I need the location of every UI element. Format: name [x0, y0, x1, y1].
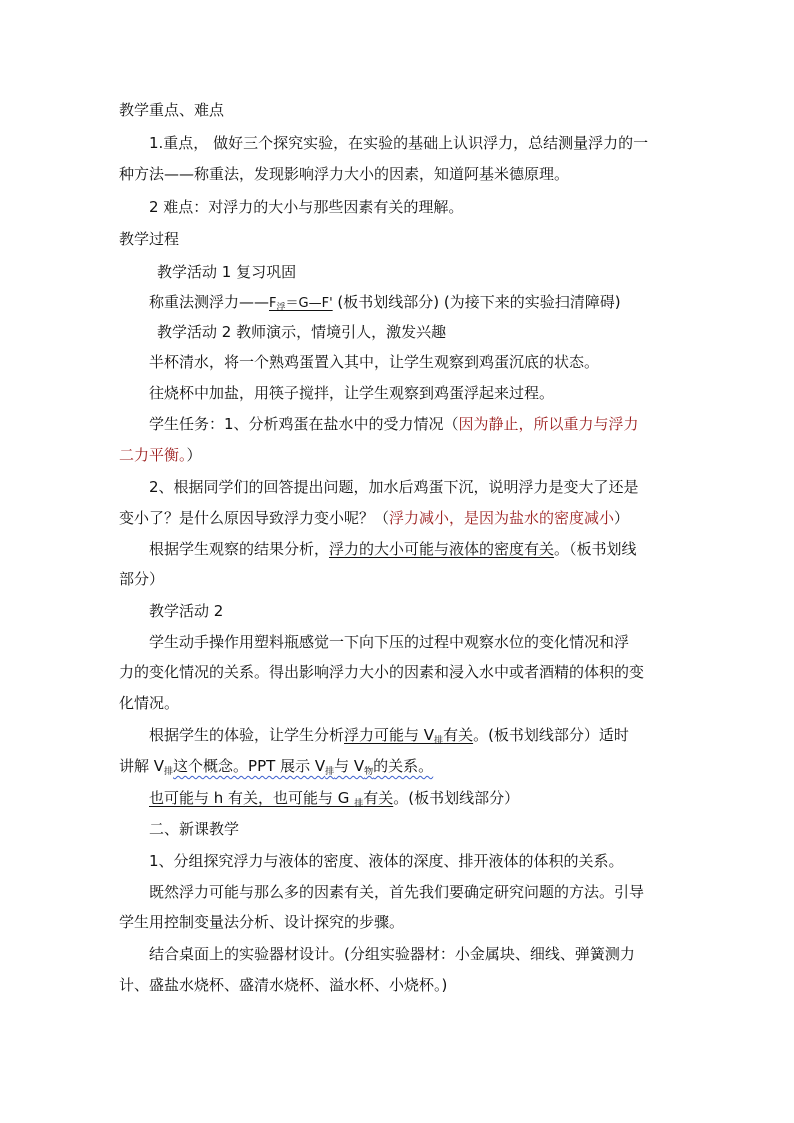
explain-line [119, 756, 433, 782]
student-task-answer-1: 因为静止，所以重力与浮力 [458, 415, 639, 433]
student-task-line-1 [149, 414, 639, 434]
explain-subscript-2: 排 [325, 767, 335, 777]
equipment-line-1: 结合桌面上的实验器材设计。(分组实验器材：小金属块、细线、弹簧测力 [149, 945, 635, 963]
student-task-answer-2: 二力平衡。 [119, 446, 187, 464]
explain-subscript-3: 物 [364, 767, 374, 777]
section-heading-process: 教学过程 [119, 230, 180, 248]
explain-middle-2: 与 V [334, 757, 365, 775]
equipment-line-2: 计、盛盐水烧杯、盛清水烧杯、溢水杯、小烧杯。) [119, 976, 448, 994]
question-2-close: ） [614, 509, 630, 527]
experience-prefix: 根据学生的体验，让学生分析 [149, 726, 345, 744]
weigh-method-paragraph [149, 292, 621, 318]
method-line-1: 既然浮力可能与那么多的因素有关，首先我们要确定研究问题的方法。引导 [149, 883, 645, 901]
analysis-underlined: 浮力的大小可能与液体的密度有关 [329, 540, 555, 558]
section-heading-new-lesson: 二、新课教学 [149, 820, 240, 838]
section-heading-key-points: 教学重点、难点 [119, 101, 225, 119]
key-point-1-line-1: 1.重点， 做好三个探究实验，在实验的基础上认识浮力，总结测量浮力的一 [149, 134, 649, 152]
experience-underlined-text: 浮力可能与 V [344, 726, 435, 744]
weigh-method-suffix: (板书划线部分) (为接下来的实验扫清障碍) [332, 293, 621, 311]
formula-F: F [269, 296, 277, 311]
explain-wavy [173, 757, 433, 775]
analysis-suffix: 。（板书划线 [554, 540, 637, 558]
buoyancy-formula [269, 296, 333, 311]
method-line-2: 学生用控制变量法分析、设计探究的步骤。 [119, 913, 405, 931]
activity-2-heading: 教学活动 2 教师演示，情境引人，激发兴趣 [157, 323, 447, 341]
add-salt-paragraph: 往烧杯中加盐，用筷子搅拌，让学生观察到鸡蛋浮起来过程。 [149, 384, 555, 402]
hands-on-line-1: 学生动手操作用塑料瓶感觉一下向下压的过程中观察水位的变化情况和浮 [149, 633, 630, 651]
half-cup-paragraph: 半杯清水，将一个熟鸡蛋置入其中，让学生观察到鸡蛋沉底的状态。 [149, 353, 600, 371]
experience-suffix: 。(板书划线部分）适时 [473, 726, 629, 744]
activity-2b-heading: 教学活动 2 [149, 602, 224, 620]
experience-underlined [344, 726, 473, 744]
explain-prefix: 讲解 V [119, 757, 165, 775]
h-relation-text: 也可能与 h 有关，也可能与 G [149, 789, 355, 807]
formula-F-subscript: 浮 [276, 303, 286, 313]
question-2-line-1: 2、根据同学们的回答提出问题，加水后鸡蛋下沉，说明浮力是变大了还是 [149, 478, 639, 496]
weigh-method-prefix: 称重法测浮力—— [149, 293, 270, 311]
h-relation-subscript: 排 [354, 799, 364, 809]
analysis-line-2: 部分） [119, 570, 165, 588]
analysis-line-1 [149, 539, 637, 559]
question-2-prefix: 变小了？是什么原因导致浮力变小呢？（ [119, 509, 390, 527]
activity-1-heading: 教学活动 1 复习巩固 [157, 263, 297, 281]
h-relation-underlined [149, 789, 393, 807]
explain-subscript-1: 排 [164, 767, 174, 777]
key-point-1-line-2: 种方法——称重法，发现影响浮力大小的因素，知道阿基米德原理。 [119, 165, 570, 183]
question-2-line-2 [119, 508, 629, 528]
explain-end: 的关系。 [373, 757, 434, 775]
experience-underlined-end: 有关 [443, 726, 474, 744]
formula-rest: ＝G—F' [285, 296, 333, 311]
student-task-prefix: 学生任务：1、分析鸡蛋在盐水中的受力情况（ [149, 415, 459, 433]
explain-middle: 这个概念。PPT 展示 V [173, 757, 326, 775]
group-inquiry-paragraph: 1、分组探究浮力与液体的密度、液体的深度、排开液体的体积的关系。 [149, 852, 624, 870]
student-task-line-2 [119, 445, 202, 465]
hands-on-line-2: 力的变化情况的关系。得出影响浮力大小的因素和浸入水中或者酒精的体积的变 [119, 663, 645, 681]
h-relation-end: 有关 [363, 789, 394, 807]
question-2-answer: 浮力减小，是因为盐水的密度减小 [389, 509, 615, 527]
experience-subscript: 排 [434, 736, 444, 746]
analysis-prefix: 根据学生观察的结果分析， [149, 540, 330, 558]
hands-on-line-3: 化情况。 [119, 694, 180, 712]
key-point-2: 2 难点：对浮力的大小与那些因素有关的理解。 [149, 198, 464, 216]
student-task-close: ） [186, 446, 202, 464]
h-relation-suffix: 。(板书划线部分） [393, 789, 520, 807]
experience-line [149, 725, 629, 751]
h-relation-line [149, 788, 519, 814]
